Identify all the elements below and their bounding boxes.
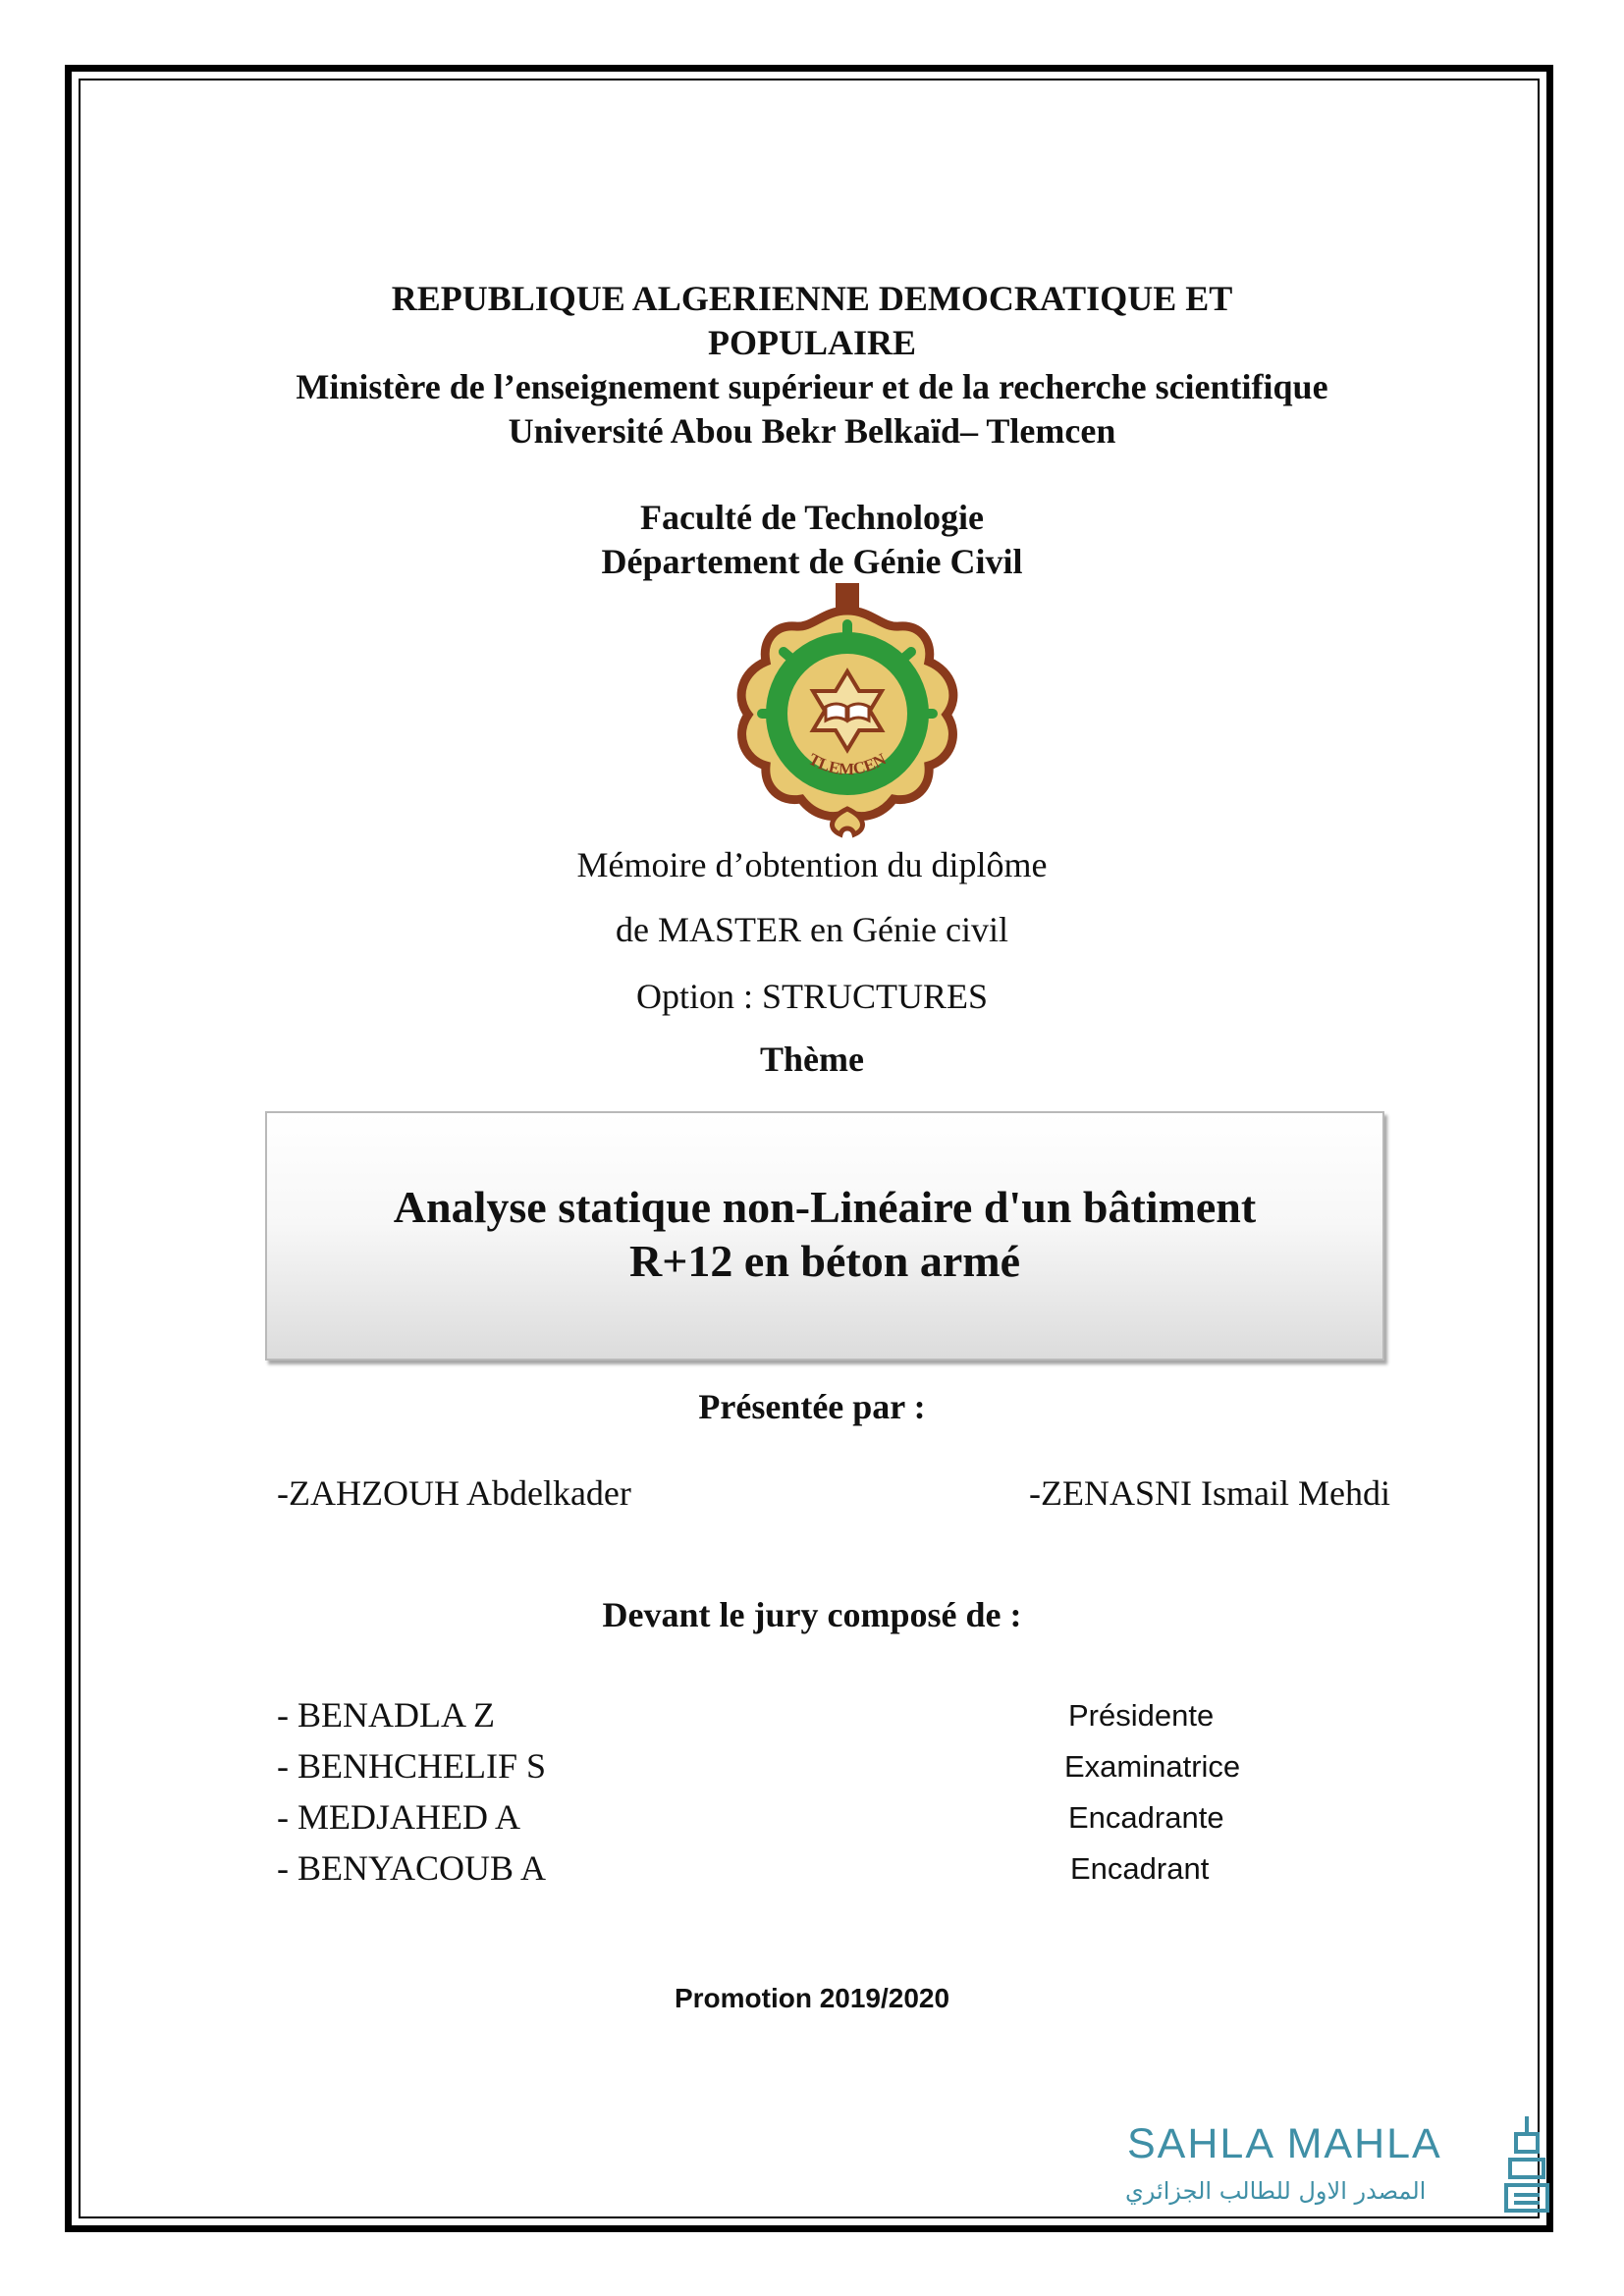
jury-member-role: Encadrante [1068, 1800, 1224, 1835]
theme-title-line-1: Analyse statique non-Linéaire d'un bâtiment [393, 1182, 1257, 1232]
author-2: -ZENASNI Ismail Mehdi [1029, 1473, 1390, 1513]
memoire-line-3: Option : STRUCTURES [635, 977, 989, 1016]
author-1: -ZAHZOUH Abdelkader [277, 1473, 631, 1513]
promotion: Promotion 2019/2020 [674, 1983, 950, 2013]
jury-member-role: Présidente [1068, 1698, 1215, 1733]
jury-member-name: - BENADLA Z [277, 1695, 495, 1735]
jury-member [277, 1745, 1357, 1789]
faculty-line: Faculté de Technologie [640, 498, 984, 537]
presented-label: Présentée par : [698, 1387, 926, 1426]
watermark-brand: SAHLA MAHLA [1127, 2120, 1442, 2167]
jury-member-role: Examinatrice [1064, 1749, 1241, 1784]
jury-member-name: - MEDJAHED A [277, 1797, 520, 1837]
memoire-line-1: Mémoire d’obtention du diplôme [576, 845, 1048, 884]
jury-member [277, 1694, 1357, 1737]
theme-title [267, 1180, 1382, 1288]
jury-label: Devant le jury composé de : [602, 1595, 1022, 1634]
theme-box [265, 1111, 1384, 1361]
theme-title-line-2: R+12 en béton armé [629, 1236, 1020, 1286]
memoire-line-2: de MASTER en Génie civil [616, 910, 1008, 949]
republic-heading [0, 277, 1624, 454]
university-line: Université Abou Bekr Belkaïd– Tlemcen [508, 411, 1116, 451]
jury-member [277, 1796, 1357, 1840]
watermark-calligraphy-icon [1502, 2112, 1551, 2220]
department-line: Département de Génie Civil [601, 542, 1023, 581]
ministry-line: Ministère de l’enseignement supérieur et de la recherche scientifique [296, 367, 1328, 406]
university-logo [725, 581, 970, 838]
republic-line-2: POPULAIRE [707, 323, 916, 362]
republic-line-1: REPUBLIQUE ALGERIENNE DEMOCRATIQUE ET [391, 279, 1233, 318]
jury-member-role: Encadrant [1070, 1851, 1210, 1886]
jury-member-name: - BENHCHELIF S [277, 1746, 547, 1786]
faculty-heading [0, 496, 1624, 584]
watermark-tagline: المصدر الاول للطالب الجزائري [1125, 2177, 1427, 2205]
seal-text: TLEMCEN [805, 749, 890, 779]
theme-label: Thème [760, 1040, 864, 1079]
jury-member [277, 1847, 1357, 1891]
jury-member-name: - BENYACOUB A [277, 1848, 547, 1888]
